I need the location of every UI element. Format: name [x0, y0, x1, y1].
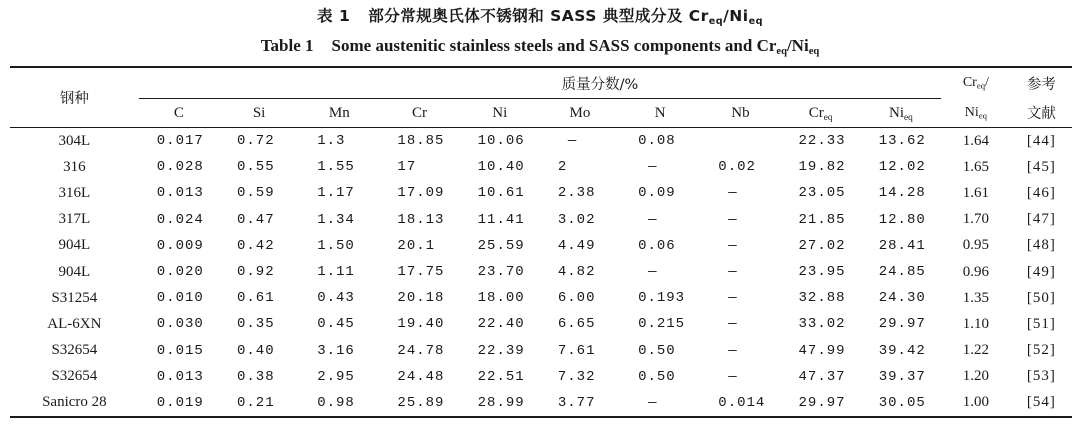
- cell-ratio: 1.65: [962, 158, 990, 175]
- cell-c: 0.009: [156, 237, 204, 254]
- header-row-2: [10, 99, 1072, 128]
- cell-si: 0.47: [236, 211, 275, 228]
- cell-cr: 20.18: [397, 290, 445, 307]
- cell-mn: 1.55: [317, 159, 355, 176]
- cell-n: 0.50: [638, 342, 676, 359]
- cell-nb: —: [728, 237, 738, 254]
- cell-ni: 25.59: [477, 237, 525, 254]
- cell-creq: 21.85: [798, 211, 846, 228]
- cell-mo: 6.65: [557, 316, 596, 333]
- table-row: [10, 154, 1072, 180]
- cell-c: 0.017: [156, 133, 204, 150]
- cell-ref: [52]: [1026, 342, 1056, 359]
- cell-n: 0.09: [638, 185, 676, 202]
- creq-label: Cr: [808, 104, 824, 121]
- cell-mn: 0.43: [317, 290, 355, 307]
- cell-ratio: 1.70: [962, 211, 990, 228]
- table-number-en: Table 1: [260, 36, 314, 55]
- cell-n: 0.50: [638, 368, 676, 385]
- composition-table: [10, 66, 1072, 418]
- cell-creq: 47.99: [798, 342, 846, 359]
- cell-n: 0.215: [638, 316, 686, 333]
- cell-mo: 7.61: [557, 342, 596, 359]
- col-header-cr: Cr: [379, 99, 459, 128]
- cell-cr: 25.89: [379, 390, 459, 417]
- cell-si: 0.59: [236, 185, 275, 202]
- col-header-ref-top: 参考: [1011, 67, 1072, 99]
- cell-mo: 4.49: [557, 237, 596, 254]
- cell-ratio: 0.96: [962, 263, 990, 280]
- cell-ni: 11.41: [477, 211, 525, 228]
- cell-nb: —: [728, 316, 738, 333]
- table-body: [10, 128, 1072, 418]
- cell-ni: 28.99: [460, 390, 540, 417]
- table-title-zh: [0, 4, 1080, 26]
- cell-mn: 2.95: [317, 368, 355, 385]
- table-row: [10, 390, 1072, 417]
- title-zh-sub-1: eq: [708, 15, 724, 27]
- cell-creq: 27.02: [798, 237, 846, 254]
- table-row: [10, 364, 1072, 390]
- col-header-mo: Mo: [540, 99, 620, 128]
- cell-ref: [53]: [1026, 368, 1056, 385]
- cell-c: 0.028: [156, 159, 204, 176]
- table-number-zh: 表 1: [317, 7, 351, 25]
- cell-nieq: 39.42: [878, 342, 926, 359]
- col-header-grade: 钢种: [10, 67, 139, 128]
- cell-si: 0.21: [219, 390, 299, 417]
- cell-c: 0.020: [156, 264, 204, 281]
- cell-n: —: [620, 390, 700, 417]
- cell-si: 0.92: [236, 264, 275, 281]
- cell-si: 0.72: [236, 133, 275, 150]
- cell-grade: S32654: [51, 342, 98, 359]
- title-zh-sub-2: eq: [748, 15, 763, 27]
- cell-mo: 4.82: [557, 264, 596, 281]
- cell-grade: 316: [63, 158, 86, 175]
- cell-nb: —: [728, 342, 738, 359]
- cell-nb: —: [728, 185, 738, 202]
- title-zh-mid: /Ni: [723, 7, 749, 25]
- cell-mn: 1.11: [317, 264, 355, 281]
- cell-cr: 24.78: [397, 342, 445, 359]
- table-title-en: [0, 36, 1080, 56]
- table-row: [10, 311, 1072, 337]
- cell-n: —: [648, 211, 658, 228]
- ratio-top-sub: eq: [976, 80, 986, 91]
- col-header-ref-bottom: 文献: [1011, 99, 1072, 128]
- cell-ni: 22.39: [477, 342, 525, 359]
- col-header-ratio-top: [941, 67, 1011, 99]
- cell-n: —: [648, 159, 658, 176]
- cell-si: 0.61: [236, 290, 275, 307]
- cell-grade: S31254: [51, 289, 98, 306]
- cell-mo: 3.77: [540, 390, 620, 417]
- cell-mo: 2: [557, 159, 568, 176]
- cell-c: 0.013: [156, 368, 204, 385]
- cell-nieq: 24.85: [878, 264, 926, 281]
- cell-ref: [51]: [1026, 315, 1056, 332]
- cell-cr: 24.48: [397, 368, 445, 385]
- table-row: [10, 259, 1072, 285]
- cell-nb: —: [728, 211, 738, 228]
- cell-ratio: 1.20: [962, 368, 990, 385]
- cell-c: 0.024: [156, 211, 204, 228]
- cell-ni: 18.00: [477, 290, 525, 307]
- cell-nieq: 29.97: [878, 316, 926, 333]
- cell-mo: 3.02: [557, 211, 596, 228]
- title-en-text: Some austenitic stainless steels and SASS components and Cr: [331, 36, 777, 55]
- cell-nb: —: [728, 368, 738, 385]
- cell-cr: 17.09: [397, 185, 445, 202]
- cell-grade: Sanicro 28: [10, 390, 139, 417]
- cell-nb: —: [728, 264, 738, 281]
- ratio-bottom-sub: eq: [978, 110, 987, 121]
- col-header-mass-fraction: 质量分数/%: [139, 67, 941, 99]
- cell-creq: 33.02: [798, 316, 846, 333]
- cell-nb: [700, 128, 780, 155]
- cell-nieq: 12.02: [878, 159, 926, 176]
- cell-mn: 1.3: [317, 133, 346, 150]
- cell-grade: 304L: [58, 132, 91, 149]
- nieq-label: Ni: [889, 104, 904, 121]
- cell-nieq: 30.05: [861, 390, 941, 417]
- cell-ni: 23.70: [477, 264, 525, 281]
- cell-ratio: 1.61: [962, 184, 990, 201]
- table-row: [10, 128, 1072, 155]
- cell-ref: [47]: [1026, 211, 1056, 228]
- cell-mn: 1.50: [317, 237, 355, 254]
- cell-si: 0.42: [236, 237, 275, 254]
- cell-grade: S32654: [51, 368, 98, 385]
- cell-c: 0.019: [139, 390, 219, 417]
- cell-ratio: 1.00: [941, 390, 1011, 417]
- cell-ref: [45]: [1026, 158, 1056, 175]
- cell-mn: 0.45: [317, 316, 355, 333]
- cell-creq: 23.05: [798, 185, 846, 202]
- ratio-top-slash: /: [985, 75, 989, 91]
- col-header-n: N: [620, 99, 700, 128]
- cell-nieq: 12.80: [878, 211, 926, 228]
- cell-n: —: [648, 264, 658, 281]
- cell-c: 0.030: [156, 316, 204, 333]
- ratio-top-cr: Cr: [962, 75, 977, 91]
- cell-creq: 47.37: [798, 368, 846, 385]
- cell-si: 0.35: [236, 316, 275, 333]
- cell-grade: 316L: [58, 184, 91, 201]
- table-row: [10, 180, 1072, 206]
- cell-ref: [49]: [1026, 263, 1056, 280]
- cell-si: 0.40: [236, 342, 275, 359]
- cell-ratio: 1.35: [962, 289, 990, 306]
- table-row: [10, 207, 1072, 233]
- cell-si: 0.55: [236, 159, 275, 176]
- cell-nb: —: [728, 290, 738, 307]
- cell-n: 0.06: [638, 237, 676, 254]
- cell-mn: 0.98: [299, 390, 379, 417]
- col-header-ni: Ni: [460, 99, 540, 128]
- cell-mn: 1.34: [317, 211, 355, 228]
- col-header-nieq: [861, 99, 941, 128]
- cell-mn: 1.17: [317, 185, 355, 202]
- cell-creq: 29.97: [781, 390, 861, 417]
- cell-cr: 17.75: [397, 264, 445, 281]
- cell-ni: 22.40: [477, 316, 525, 333]
- col-header-creq: [781, 99, 861, 128]
- col-header-mn: Mn: [299, 99, 379, 128]
- cell-mo: 6.00: [557, 290, 596, 307]
- cell-c: 0.010: [156, 290, 204, 307]
- cell-grade: AL-6XN: [47, 315, 102, 332]
- ratio-bottom-ni: Ni: [964, 104, 979, 120]
- col-header-c: C: [139, 99, 219, 128]
- title-en-sub-2: eq: [808, 46, 820, 58]
- cell-ratio: 1.22: [962, 342, 990, 359]
- title-en-mid: /Ni: [786, 36, 809, 55]
- cell-creq: 22.33: [798, 133, 846, 150]
- cell-ratio: 1.10: [962, 315, 990, 332]
- cell-c: 0.013: [156, 185, 204, 202]
- cell-c: 0.015: [156, 342, 204, 359]
- cell-nieq: 39.37: [878, 368, 926, 385]
- title-en-sub-1: eq: [776, 46, 787, 58]
- creq-sub: eq: [823, 112, 833, 123]
- cell-ratio: 0.95: [962, 237, 990, 254]
- col-header-nb: Nb: [700, 99, 780, 128]
- cell-nieq: 13.62: [878, 133, 926, 150]
- cell-grade: 904L: [58, 263, 91, 280]
- cell-mo: 2.38: [557, 185, 596, 202]
- cell-grade: 904L: [58, 237, 91, 254]
- cell-mo: —: [567, 133, 578, 150]
- col-header-ratio-bottom: [941, 99, 1011, 128]
- cell-cr: 18.13: [397, 211, 445, 228]
- header-row-1: [10, 67, 1072, 99]
- cell-nb: 0.014: [700, 390, 780, 417]
- cell-ni: 22.51: [477, 368, 525, 385]
- cell-nieq: 24.30: [878, 290, 926, 307]
- cell-mn: 3.16: [317, 342, 355, 359]
- cell-cr: 19.40: [397, 316, 445, 333]
- cell-creq: 19.82: [798, 159, 846, 176]
- cell-nieq: 14.28: [878, 185, 926, 202]
- table-row: [10, 233, 1072, 259]
- cell-grade: 317L: [58, 211, 91, 228]
- cell-ref: [50]: [1026, 289, 1056, 306]
- cell-creq: 32.88: [798, 290, 846, 307]
- cell-ni: 10.06: [477, 133, 525, 150]
- cell-cr: 17: [397, 159, 417, 176]
- cell-nieq: 28.41: [878, 237, 926, 254]
- cell-n: 0.08: [638, 133, 676, 150]
- cell-ref: [54]: [1011, 390, 1072, 417]
- cell-ni: 10.61: [477, 185, 525, 202]
- table-row: [10, 338, 1072, 364]
- nieq-sub: eq: [904, 112, 913, 123]
- cell-mo: 7.32: [557, 368, 596, 385]
- table-row: [10, 285, 1072, 311]
- title-zh-text: 部分常规奥氏体不锈钢和 SASS 典型成分及 Cr: [368, 7, 709, 25]
- cell-ni: 10.40: [477, 159, 525, 176]
- cell-creq: 23.95: [798, 264, 846, 281]
- cell-ref: [46]: [1026, 184, 1056, 201]
- cell-ratio: 1.64: [962, 132, 990, 149]
- cell-nb: 0.02: [718, 159, 756, 176]
- col-header-si: Si: [219, 99, 299, 128]
- cell-ref: [48]: [1026, 237, 1056, 254]
- cell-cr: 18.85: [397, 133, 445, 150]
- cell-ref: [44]: [1026, 132, 1056, 149]
- cell-n: 0.193: [638, 290, 686, 307]
- cell-si: 0.38: [236, 368, 275, 385]
- cell-cr: 20.1: [397, 237, 436, 254]
